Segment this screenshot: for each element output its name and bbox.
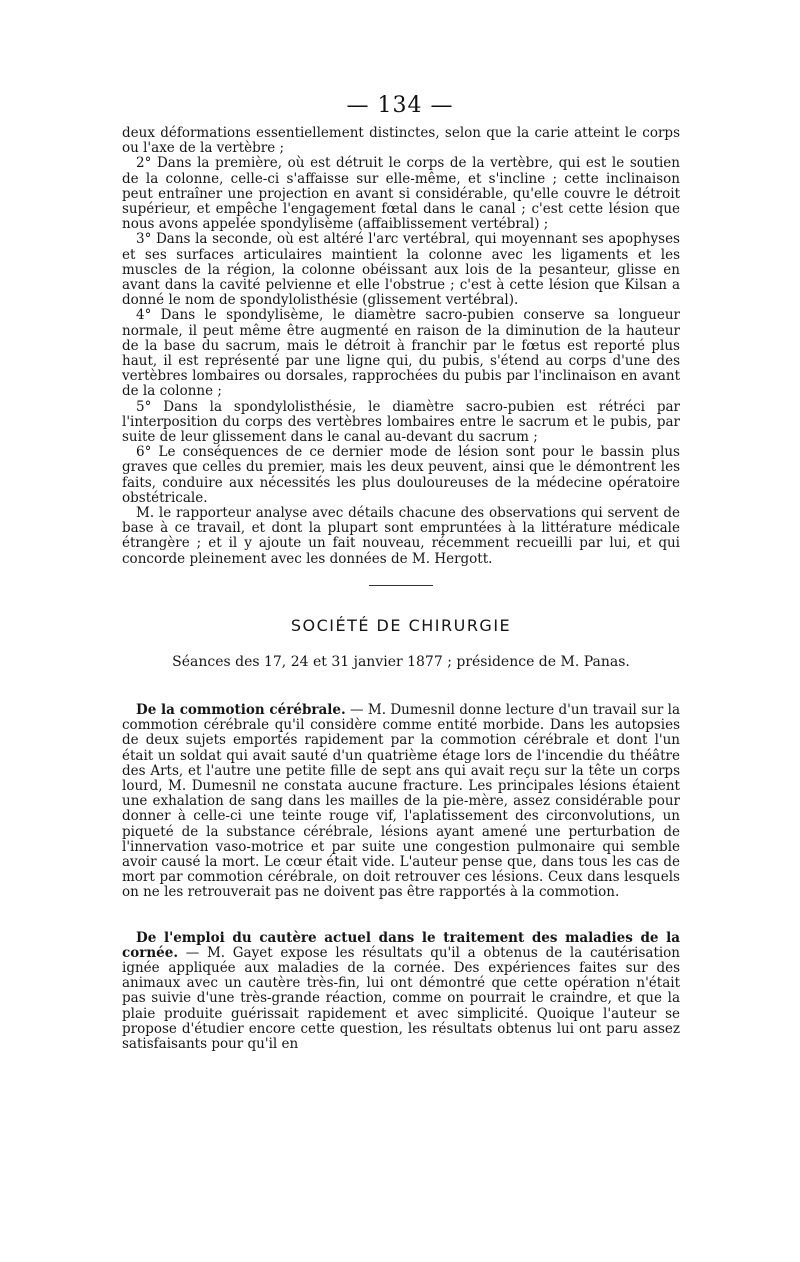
article-cautere xyxy=(122,931,680,1053)
intro-paragraph-0: deux déformations essentiellement distinctes, selon que la carie atteint le corps ou l'axe de la vertèbre ; xyxy=(122,125,680,157)
intro-paragraph-2: 3° Dans la seconde, où est altéré l'arc vertébral, qui moyennant ses apophyses et ses surfaces articulaires maintient la colonne avec les ligaments et les muscles de la région, la colonne obéissant aux lois de la pesanteur, glisse en avant dans la cavité pelvienne et elle l'obstrue ; c'est à cette lésion que Kilsan a donné le nom de spondylolisthésie (glissement vertébral). xyxy=(122,231,680,309)
article-text: — M. Dumesnil donne lecture d'un travail sur la commotion cérébrale qu'il considère comme entité morbide. Dans les autopsies de deux sujets emportés rapidement par la commotion cérébrale et dont l'un était un soldat qui avait sauté d'un quatrième étage lors de l'incendie du théâtre des Arts, et l'autre une petite fille de sept ans qui avait reçu sur la tête un corps lourd, M. Dumesnil ne constata aucune fracture. Les principales lésions étaient une exhalation de sang dans les mailles de la pie-mère, assez considérable pour donner à celle-ci une teinte rouge vif, l'aplatissement des circonvolutions, un piqueté de la substance cérébrale, lésions ayant amené une perturbation de l'innervation vaso-motrice et par suite une congestion pulmonaire qui semble avoir causé la mort. Le cœur était vide. L'auteur pense que, dans tous les cas de mort par commotion cérébrale, on doit retrouver ces lésions. Ceux dans lesquels on ne les retrouverait pas ne doivent pas être rapportés à la commotion. xyxy=(122,701,681,901)
intro-paragraph-5: 6° Le conséquences de ce dernier mode de lésion sont pour le bassin plus graves que celles du premier, mais les deux peuvent, ainsi que le démontrent les faits, conduire aux nécessités les plus douloureuses de la médecine opératoire obstétricale. xyxy=(122,444,680,506)
intro-paragraph-3: 4° Dans le spondylisème, le diamètre sacro-pubien conserve sa longueur normale, il peut même être augmenté en raison de la diminution de la hauteur de la base du sacrum, mais le détroit à franchir par le fœtus est reporté plus haut, il est représenté par une ligne qui, du pubis, s'étend au corps d'une des vertèbres lombaires ou dorsales, rapprochées du pubis par l'inclinaison en avant de la colonne ; xyxy=(122,307,680,400)
session-line: Séances des 17, 24 et 31 janvier 1877 ; présidence de M. Panas. xyxy=(172,653,630,670)
section-divider xyxy=(369,585,433,586)
text-column xyxy=(122,126,680,1082)
article-heading: De l'emploi du cautère actuel dans le traitement des maladies de la cornée. xyxy=(122,929,680,961)
society-title: SOCIÉTÉ DE CHIRURGIE xyxy=(290,615,512,635)
intro-paragraph-1: 2° Dans la première, où est détruit le corps de la vertèbre, qui est le soutien de la colonne, celle-ci s'affaisse sur elle-même, et s'incline ; cette inclinaison peut entraîner une projection en avant si considérable, qu'elle couvre le détroit supérieur, et empêche l'engagement fœtal dans le canal ; c'est cette lésion que nous avons appelée spondylisème (affaiblissement vertébral) ; xyxy=(122,155,680,233)
article-heading: De la commotion cérébrale. xyxy=(136,701,346,718)
page-number: — 134 — xyxy=(346,93,454,118)
intro-paragraph-6: M. le rapporteur analyse avec détails chacune des observations qui servent de base à ce travail, et dont la plupart sont empruntées à la littérature médicale étrangère ; et il y ajoute un fait nouveau, récemment recueilli par lui, et qui concorde pleinement avec les données de M. Hergott. xyxy=(122,505,680,567)
intro-paragraph-4: 5° Dans la spondylolisthésie, le diamètre sacro-pubien est rétréci par l'interposition du corps des vertèbres lombaires entre le sacrum et le pubis, par suite de leur glissement dans le canal au-devant du sacrum ; xyxy=(122,398,680,446)
article-text: — M. Gayet expose les résultats qu'il a obtenus de la cautérisation ignée appliquée aux maladies de la cornée. Des expériences faites sur des animaux avec un cautère très-fin, lui ont démontré que cette opération n'était pas suivie d'une très-grande réaction, comme on pourrait le craindre, et que la plaie produite guérissait rapidement et avec simplicité. Quoique l'auteur se propose d'étudier encore cette question, les résultats obtenus lui ont paru assez satisfaisants pour qu'il en xyxy=(122,944,681,1052)
article-commotion xyxy=(122,703,680,901)
